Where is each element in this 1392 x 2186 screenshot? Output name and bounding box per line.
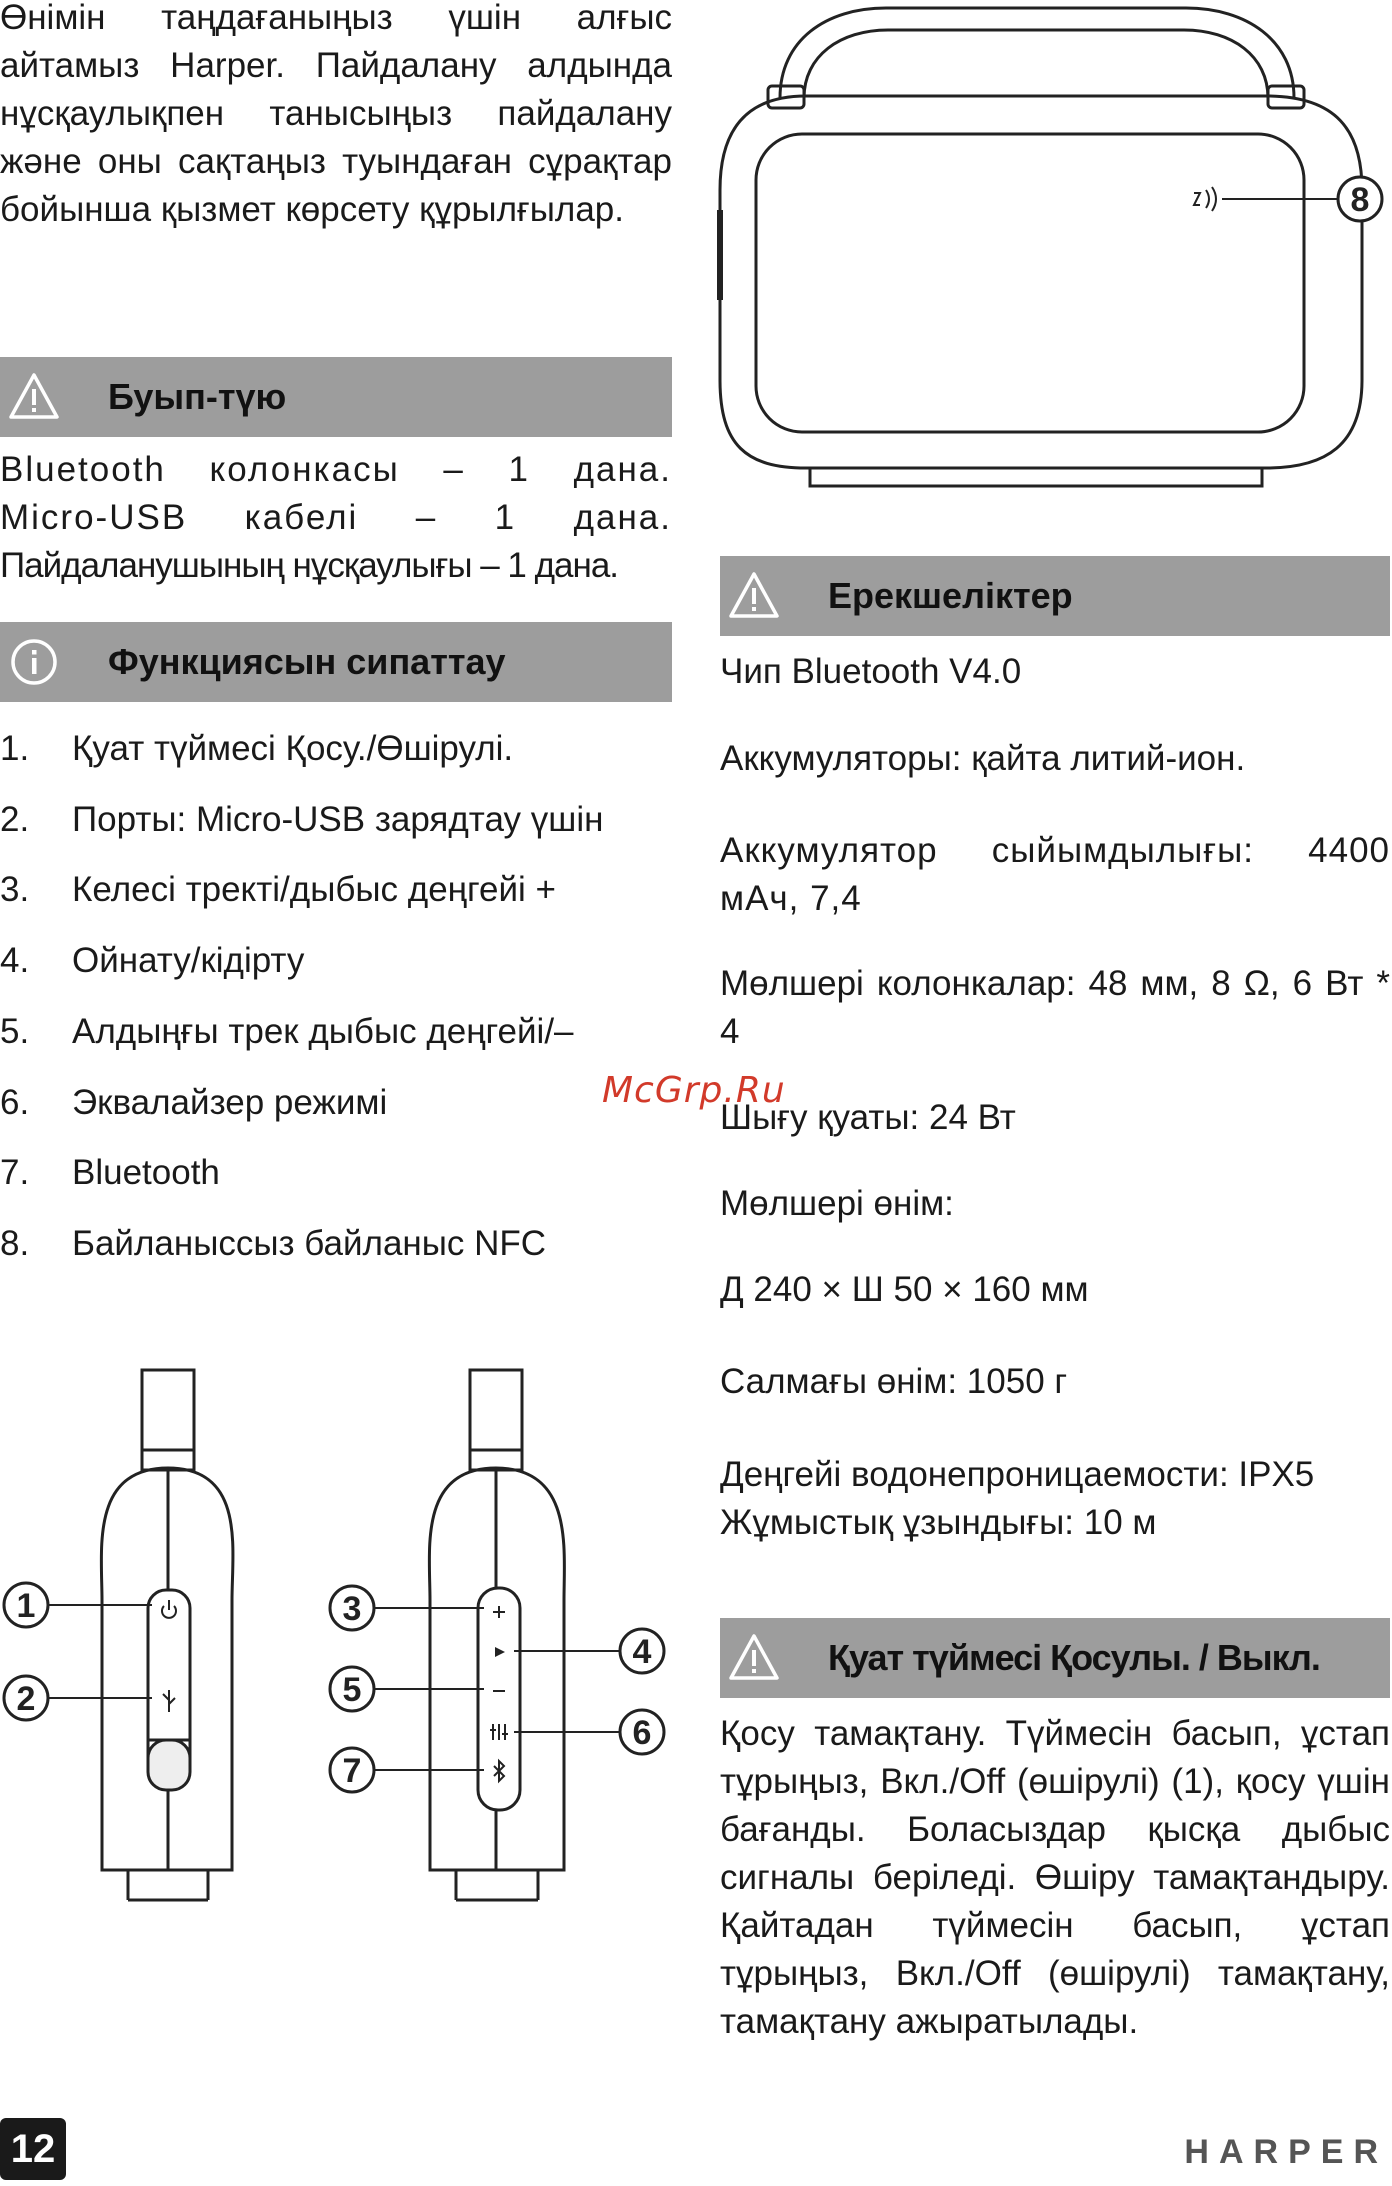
item-label: Ойнату/кідірту <box>72 941 305 980</box>
callout-4 <box>514 1629 664 1673</box>
equalizer-icon <box>490 1724 508 1740</box>
item-label: Bluetooth <box>72 1153 220 1192</box>
item-number: 5. <box>0 1012 30 1051</box>
callout-1 <box>4 1583 152 1627</box>
item-number: 1. <box>0 729 30 768</box>
side-view-left <box>101 1370 233 1900</box>
callout-label: 3 <box>342 1590 362 1628</box>
callout-label: 2 <box>16 1680 36 1718</box>
item-number: 7. <box>0 1153 30 1192</box>
feature-item: Мөлшері колонкалар: 48 мм, 8 Ω, 6 Вт * 4 <box>720 964 1390 1051</box>
package-line: Micro-USB кабелі – 1 дана. <box>0 498 672 537</box>
callout-label: 6 <box>632 1714 652 1752</box>
item-number: 3. <box>0 870 30 909</box>
callout-2 <box>4 1676 152 1720</box>
callout-label: 1 <box>16 1587 36 1625</box>
callout-label: 5 <box>342 1671 362 1709</box>
item-number: 4. <box>0 941 30 980</box>
callout-label: 4 <box>632 1633 652 1671</box>
warning-icon <box>728 570 780 622</box>
nfc-icon <box>1194 187 1216 211</box>
item-label: Келесі тректі/дыбыс деңгейі + <box>72 870 556 909</box>
functions-heading <box>0 622 672 702</box>
power-text: Қосу тамақтану. Түймесін басып, ұстап тұрыңыз, Вкл./Off (өшірулі) (1), қосу үшін бағанды. Боласыздар қысқа дыбыс сигналы беріледі. Өшіру тамақтандыру. Қайтадан түймесін басып, ұстап тұрыңыз, Вкл./Off (өшірулі) тамақтану, тамақтану ажыратылады. <box>720 1714 1390 2041</box>
item-number: 6. <box>0 1083 30 1122</box>
package-list <box>0 446 672 590</box>
page-number: 12 <box>0 2118 66 2180</box>
functions-heading-text: Функциясын сипаттау <box>108 641 506 682</box>
power-heading <box>720 1618 1390 1698</box>
callout-label: 8 <box>1350 181 1370 219</box>
feature-item: Аккумуляторы: қайта литий-ион. <box>720 739 1246 778</box>
front-view-diagram <box>716 0 1392 500</box>
package-heading <box>0 357 672 437</box>
callout-label: 7 <box>342 1752 362 1790</box>
callout-6 <box>514 1710 664 1754</box>
item-number: 2. <box>0 800 30 839</box>
feature-item: Шығу қуаты: 24 Вт <box>720 1098 1016 1137</box>
callout-8 <box>1222 177 1382 221</box>
intro-text: Өнімін таңдағаныңыз үшін алғыс айтамыз Harper. Пайдалану алдында нұсқаулықпен танысыңыз пайдалану және оны сақтаңыз туындаған сұрақтар бойынша қызмет көрсету құрылғылар. <box>0 0 672 229</box>
feature-item: Деңгейі водонепроницаемости: IPX5 Жұмыстық ұзындығы: 10 м <box>720 1455 1315 1542</box>
callout-3 <box>330 1586 484 1630</box>
feature-item: Мөлшері өнім: <box>720 1184 954 1223</box>
package-line: Bluetooth колонкасы – 1 дана. <box>0 450 672 489</box>
warning-icon <box>728 1632 780 1684</box>
features-heading-text: Ерекшеліктер <box>828 575 1073 616</box>
feature-item: Аккумулятор сыйымдылығы: 4400 мАч, 7,4 <box>720 831 1390 918</box>
power-heading-text: Қуат түймесі Қосулы. / Выкл. <box>828 1637 1320 1678</box>
item-label: Қуат түймесі Қосу./Өшірулі. <box>72 729 514 768</box>
feature-item: Чип Bluetooth V4.0 <box>720 652 1022 691</box>
features-heading <box>720 556 1390 636</box>
feature-item: Д 240 × Ш 50 × 160 мм <box>720 1270 1089 1309</box>
callout-5 <box>330 1667 484 1711</box>
warning-icon <box>8 371 60 423</box>
item-label: Алдыңғы трек дыбыс деңгейі/– <box>72 1012 574 1051</box>
item-label: Байланыссыз байланыс NFC <box>72 1224 547 1263</box>
package-heading-text: Буып-түю <box>108 376 287 417</box>
item-label: Порты: Micro-USB зарядтау үшін <box>72 800 604 839</box>
side-view-right <box>429 1370 564 1900</box>
item-label: Эквалайзер режимі <box>72 1083 388 1122</box>
info-icon <box>8 636 60 688</box>
watermark: McGrp.Ru <box>602 1070 786 1111</box>
item-number: 8. <box>0 1224 30 1263</box>
speaker-front <box>720 8 1362 486</box>
side-views-diagram <box>0 1360 680 1920</box>
brand-logo: HARPER <box>1184 2133 1388 2171</box>
feature-item: Салмағы өнім: 1050 г <box>720 1362 1068 1401</box>
package-line: Пайдаланушының нұсқаулығы – 1 дана. <box>0 546 619 585</box>
callout-7 <box>330 1748 484 1792</box>
